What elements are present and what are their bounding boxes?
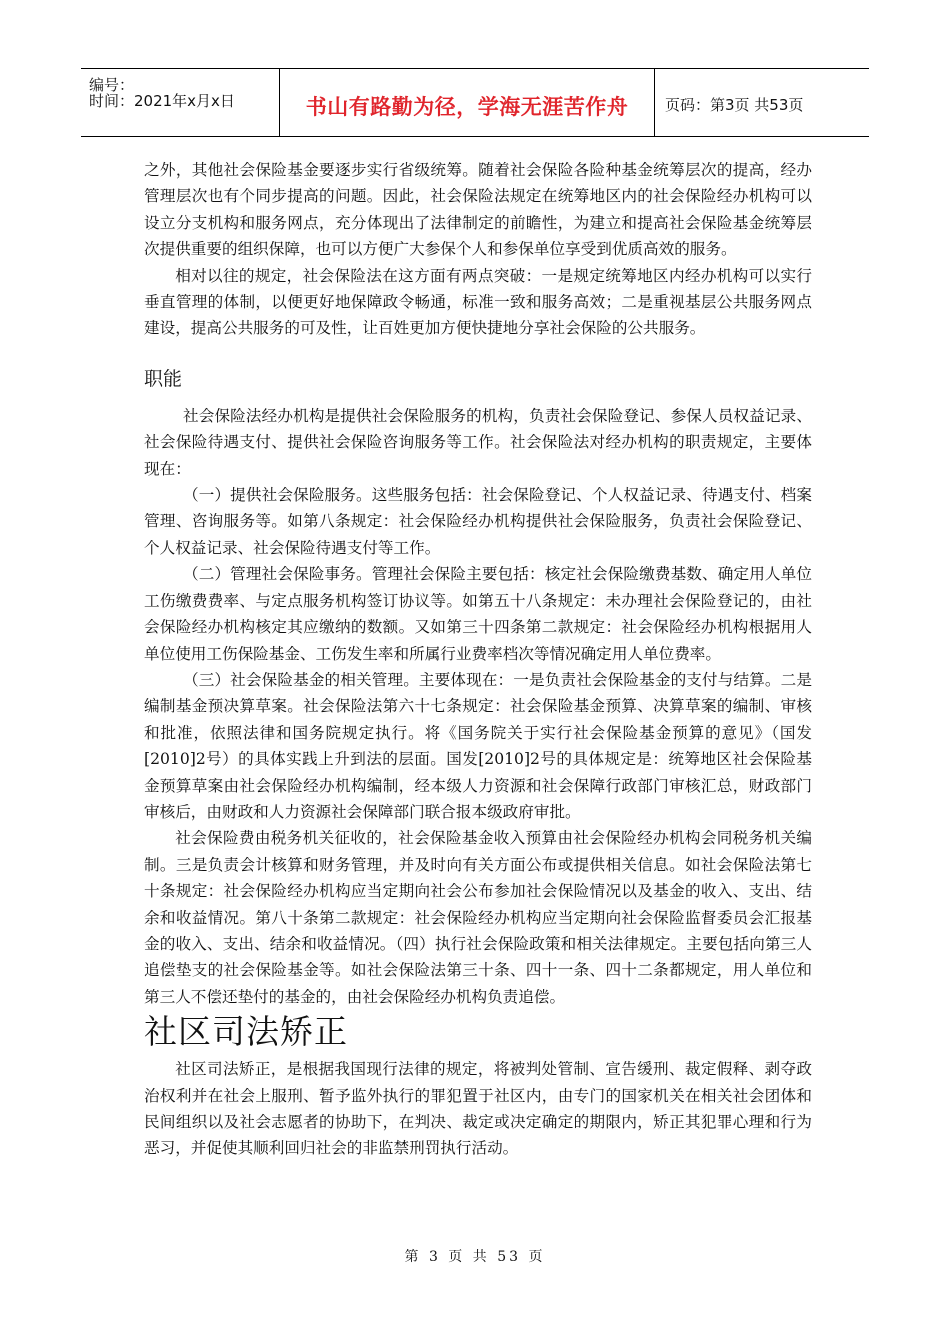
paragraph-8: 社区司法矫正，是根据我国现行法律的规定，将被判处管制、宣告缓刑、裁定假释、剥夺政治权利并在社会上服刑、暂予监外执行的罪犯置于社区内，由专门的国家机关在相关社会团体和民间组织以及社会志愿者的协助下，在判决、裁定或决定确定的期限内，矫正其犯罪心理和行为恶习，并促使其顺利回归社会的非监禁刑罚执行活动。 — [144, 1060, 812, 1158]
section-heading-community-correction: 社区司法矫正 — [144, 1012, 348, 1052]
number-label: 编号： — [89, 76, 135, 94]
page-header — [81, 68, 869, 137]
document-body — [144, 157, 812, 1162]
section-heading-functions: 职能 — [144, 367, 183, 390]
paragraph-2: 相对以往的规定，社会保险法在这方面有两点突破：一是规定统筹地区内经办机构可以实行垂直管理的体制，以便更好地保障政令畅通，标准一致和服务高效；二是重视基层公共服务网点建设，提高公共服务的可及性，让百姓更加方便快捷地分享社会保险的公共服务。 — [144, 266, 812, 338]
header-motto-cell — [280, 69, 655, 136]
paragraph-4: （一）提供社会保险服务。这些服务包括：社会保险登记、个人权益记录、待遇支付、档案管理、咨询服务等。如第八条规定：社会保险经办机构提供社会保险服务，负责社会保险登记、个人权益记录、社会保险待遇支付等工作。 — [144, 486, 812, 557]
header-page-cell — [655, 69, 869, 136]
paragraph-6: （三）社会保险基金的相关管理。主要体现在：一是负责社会保险基金的支付与结算。二是编制基金预决算草案。社会保险法第六十七条规定：社会保险基金预算、决算草案的编制、审核和批准，依照法律和国务院规定执行。将《国务院关于实行社会保险基金预算的意见》（国发[2010]2号）的具体实践上升到法的层面。国发[2010]2号的具体规定是：统筹地区社会保险基金预算草案由社会保险经办机构编制，经本级人力资源和社会保障行政部门审核汇总，财政部门审核后，由财政和人力资源社会保障部门联合报本级政府审批。 — [144, 670, 812, 821]
paragraph-7: 社会保险费由税务机关征收的，社会保险基金收入预算由社会保险经办机构会同税务机关编制。三是负责会计核算和财务管理，并及时向有关方面公布或提供相关信息。如社会保险法第七十条规定：社会保险经办机构应当定期向社会公布参加社会保险情况以及基金的收入、支出、结余和收益情况。第八十条第二款规定：社会保险经办机构应当定期向社会保险监督委员会汇报基金的收入、支出、结余和收益情况。（四）执行社会保险政策和相关法律规定。主要包括向第三人追偿垫支的社会保险基金等。如社会保险法第三十条、四十一条、四十二条都规定，用人单位和第三人不偿还垫付的基金的，由社会保险经办机构负责追偿。 — [144, 829, 812, 1006]
page-footer: 第 3 页 共 53 页 — [404, 1249, 546, 1265]
paragraph-5: （二）管理社会保险事务。管理社会保险主要包括：核定社会保险缴费基数、确定用人单位工伤缴费费率、与定点服务机构签订协议等。如第五十八条规定：未办理社会保险登记的，由社会保险经办机构核定其应缴纳的数额。又如第三十四条第二款规定：社会保险经办机构根据用人单位使用工伤保险基金、工伤发生率和所属行业费率档次等情况确定用人单位费率。 — [144, 565, 812, 663]
motto-text: 书山有路勤为径，学海无涯苦作舟 — [305, 94, 629, 119]
date-label: 时间：2021年x月x日 — [89, 92, 235, 110]
page-label: 页码：第3页 共53页 — [665, 96, 804, 114]
paragraph-1: 之外，其他社会保险基金要逐步实行省级统筹。随着社会保险各险种基金统筹层次的提高，经办管理层次也有个同步提高的问题。因此，社会保险法规定在统筹地区内的社会保险经办机构可以设立分支机构和服务网点，充分体现出了法律制定的前瞻性，为建立和提高社会保险基金统筹层次提供重要的组织保障，也可以方便广大参保个人和参保单位享受到优质高效的服务。 — [144, 161, 812, 259]
header-info-cell — [81, 69, 280, 136]
paragraph-3: 社会保险法经办机构是提供社会保险服务的机构，负责社会保险登记、参保人员权益记录、社会保险待遇支付、提供社会保险咨询服务等工作。社会保险法对经办机构的职责规定，主要体现在： — [144, 406, 812, 478]
